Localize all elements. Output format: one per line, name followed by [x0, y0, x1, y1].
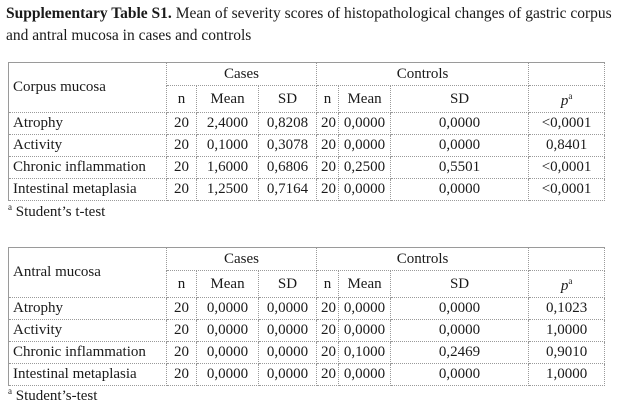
group-header-cases: Cases: [167, 248, 317, 271]
cell-value: 0,0000: [197, 364, 259, 386]
cell-value: 0,0000: [339, 179, 391, 201]
header-row-groups: [9, 248, 605, 271]
cell-value: 20: [167, 298, 197, 320]
cell-value: 0,0000: [339, 298, 391, 320]
cell-value: 0,2500: [339, 157, 391, 179]
cell-value: 0,0000: [197, 342, 259, 364]
footnote-marker: a: [8, 202, 12, 212]
row-label: Chronic inflammation: [9, 342, 167, 364]
footnote-text: Student’s-test: [12, 388, 98, 404]
footnote-text: Student’s t-test: [12, 204, 106, 220]
cell-value: 0,0000: [391, 364, 529, 386]
cell-value: 20: [167, 342, 197, 364]
table-row: [9, 113, 605, 135]
cell-value: 1,2500: [197, 179, 259, 201]
col-header-mean: Mean: [197, 86, 259, 113]
col-header-n: n: [317, 271, 339, 298]
cell-value: 20: [317, 364, 339, 386]
p-symbol: p: [560, 93, 569, 109]
col-header-n: n: [167, 271, 197, 298]
cell-value: 0,7164: [259, 179, 317, 201]
col-header-sd: SD: [391, 86, 529, 113]
cell-value: 20: [167, 320, 197, 342]
col-header-p: [529, 271, 605, 298]
cell-value: 0,0000: [391, 113, 529, 135]
cell-value: <0,0001: [529, 113, 605, 135]
group-header-controls: Controls: [317, 248, 529, 271]
col-header-mean: Mean: [339, 86, 391, 113]
cell-value: 0,0000: [339, 320, 391, 342]
cell-value: 0,8208: [259, 113, 317, 135]
col-header-n: n: [167, 86, 197, 113]
cell-value: 20: [317, 320, 339, 342]
cell-value: 0,0000: [259, 364, 317, 386]
row-label: Activity: [9, 320, 167, 342]
col-header-sd: SD: [391, 271, 529, 298]
col-header-sd: SD: [259, 271, 317, 298]
caption-title: Supplementary Table S1.: [6, 5, 172, 22]
antral-mucosa-table: [8, 247, 605, 386]
cell-value: 20: [167, 135, 197, 157]
row-label: Atrophy: [9, 113, 167, 135]
cell-value: 0,0000: [339, 364, 391, 386]
row-label: Intestinal metaplasia: [9, 179, 167, 201]
footnote: [8, 382, 97, 405]
table-row: [9, 298, 605, 320]
cell-value: 0,0000: [259, 298, 317, 320]
corpus-mucosa-table: [8, 62, 605, 201]
cell-value: 0,0000: [391, 179, 529, 201]
cell-value: 20: [167, 113, 197, 135]
cell-value: 0,6806: [259, 157, 317, 179]
table-row: [9, 364, 605, 386]
row-label: Activity: [9, 135, 167, 157]
cell-value: 0,3078: [259, 135, 317, 157]
col-header-mean: Mean: [339, 271, 391, 298]
cell-value: 0,0000: [197, 320, 259, 342]
cell-value: <0,0001: [529, 179, 605, 201]
cell-value: 0,0000: [259, 320, 317, 342]
cell-value: 0,8401: [529, 135, 605, 157]
cell-value: 0,0000: [391, 135, 529, 157]
p-symbol: p: [560, 278, 569, 294]
cell-value: 20: [317, 342, 339, 364]
table-row: [9, 320, 605, 342]
footnote: [8, 198, 105, 221]
cell-value: 20: [167, 157, 197, 179]
col-header-n: n: [317, 86, 339, 113]
cell-value: 1,0000: [529, 320, 605, 342]
cell-value: 0,9010: [529, 342, 605, 364]
group-header-controls: Controls: [317, 63, 529, 86]
cell-value: 20: [317, 135, 339, 157]
cell-value: 0,0000: [259, 342, 317, 364]
group-header-empty: [529, 63, 605, 86]
table-row: [9, 342, 605, 364]
row-label: Atrophy: [9, 298, 167, 320]
footnote-marker: a: [8, 386, 12, 396]
header-row-groups: [9, 63, 605, 86]
section-label: Corpus mucosa: [9, 63, 167, 113]
section-label: Antral mucosa: [9, 248, 167, 298]
cell-value: 0,1000: [339, 342, 391, 364]
cell-value: 0,1000: [197, 135, 259, 157]
cell-value: 1,0000: [529, 364, 605, 386]
cell-value: 0,0000: [391, 320, 529, 342]
cell-value: 20: [317, 157, 339, 179]
col-header-mean: Mean: [197, 271, 259, 298]
cell-value: 0,0000: [197, 298, 259, 320]
row-label: Chronic inflammation: [9, 157, 167, 179]
cell-value: 1,6000: [197, 157, 259, 179]
cell-value: 0,0000: [391, 298, 529, 320]
cell-value: 0,5501: [391, 157, 529, 179]
cell-value: 2,4000: [197, 113, 259, 135]
table-caption: [6, 3, 634, 47]
cell-value: 0,1023: [529, 298, 605, 320]
cell-value: 20: [317, 113, 339, 135]
cell-value: 20: [167, 364, 197, 386]
cell-value: 0,0000: [339, 113, 391, 135]
cell-value: 0,2469: [391, 342, 529, 364]
group-header-empty: [529, 248, 605, 271]
cell-value: 20: [167, 179, 197, 201]
row-label: Intestinal metaplasia: [9, 364, 167, 386]
table-row: [9, 157, 605, 179]
group-header-cases: Cases: [167, 63, 317, 86]
cell-value: 20: [317, 298, 339, 320]
caption-text: Mean of severity scores of histopathological changes of gastric corpus and antral mucosa in cases and controls: [6, 5, 612, 44]
footnote-marker: a: [568, 276, 573, 286]
cell-value: 20: [317, 179, 339, 201]
cell-value: <0,0001: [529, 157, 605, 179]
col-header-sd: SD: [259, 86, 317, 113]
col-header-p: [529, 86, 605, 113]
cell-value: 0,0000: [339, 135, 391, 157]
footnote-marker: a: [568, 91, 573, 101]
table-row: [9, 135, 605, 157]
